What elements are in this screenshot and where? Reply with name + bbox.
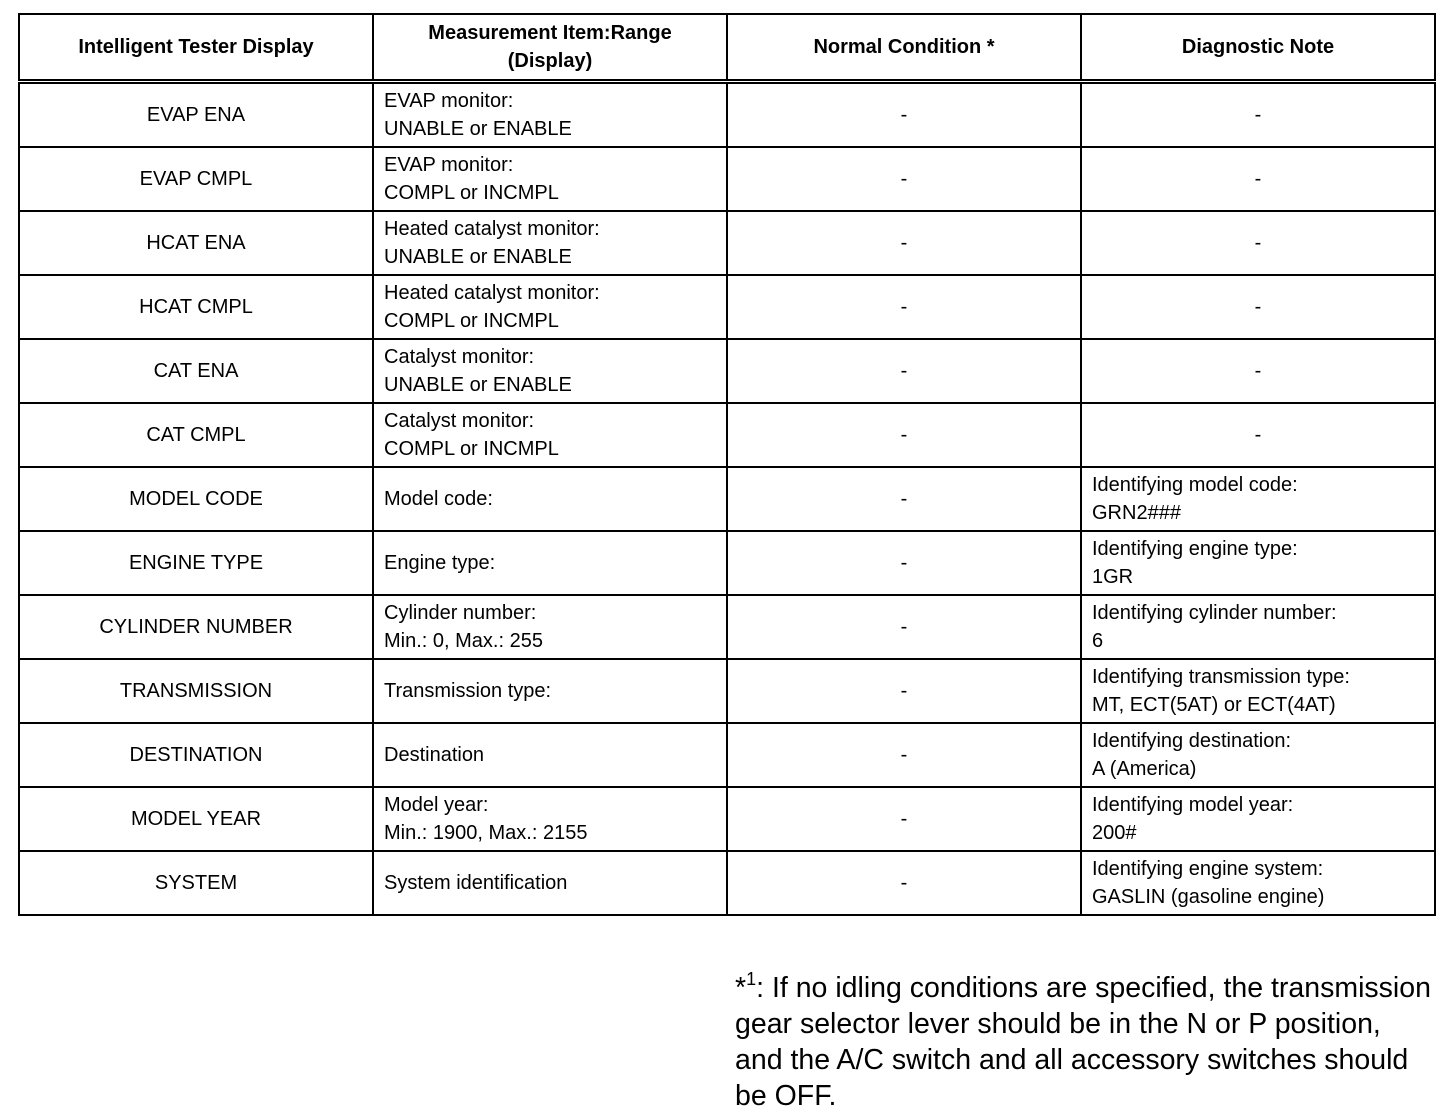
cell-normal-condition: - <box>727 147 1081 211</box>
cell-measurement-item <box>373 275 727 339</box>
cell-normal-condition: - <box>727 851 1081 915</box>
cell-normal-condition: - <box>727 659 1081 723</box>
diagnostic-note-line2: 200# <box>1092 822 1137 844</box>
footnote-superscript: 1 <box>746 969 757 989</box>
measurement-item-line1: Catalyst monitor: <box>384 346 535 368</box>
table-row <box>19 723 1435 787</box>
measurement-item-line2: COMPL or INCMPL <box>384 182 559 204</box>
measurement-item-line1: Catalyst monitor: <box>384 410 535 432</box>
cell-normal-condition: - <box>727 275 1081 339</box>
diagnostic-note-line1: Identifying model code: <box>1092 474 1298 496</box>
measurement-item-line1: Destination <box>384 744 485 766</box>
cell-diagnostic-note <box>1081 723 1435 787</box>
diagnostic-note-line1: Identifying engine type: <box>1092 538 1298 560</box>
cell-measurement-item <box>373 723 727 787</box>
header-measurement-item-line2: (Display) <box>507 50 593 72</box>
cell-tester-display: HCAT ENA <box>19 211 373 275</box>
cell-measurement-item <box>373 787 727 851</box>
cell-diagnostic-note <box>1081 467 1435 531</box>
diagnostic-note-line2: MT, ECT(5AT) or ECT(4AT) <box>1092 694 1336 716</box>
diagnostic-note-line1: - <box>1254 424 1262 446</box>
table-row <box>19 659 1435 723</box>
cell-diagnostic-note <box>1081 595 1435 659</box>
cell-diagnostic-note <box>1081 211 1435 275</box>
cell-measurement-item <box>373 147 727 211</box>
diagnostic-note-line1: Identifying engine system: <box>1092 858 1324 880</box>
header-measurement-item-line1: Measurement Item:Range <box>428 22 672 44</box>
measurement-item-line1: Heated catalyst monitor: <box>384 282 600 304</box>
table-row <box>19 275 1435 339</box>
measurement-item-line1: System identification <box>384 872 568 894</box>
diagnostic-note-line1: - <box>1254 168 1262 190</box>
table-row <box>19 82 1435 148</box>
diagnostic-note-line1: - <box>1254 104 1262 126</box>
cell-tester-display: MODEL YEAR <box>19 787 373 851</box>
cell-normal-condition: - <box>727 467 1081 531</box>
footnote <box>735 970 1435 1114</box>
cell-normal-condition: - <box>727 531 1081 595</box>
cell-normal-condition: - <box>727 339 1081 403</box>
table-header-row <box>19 14 1435 82</box>
cell-tester-display: MODEL CODE <box>19 467 373 531</box>
table-row <box>19 339 1435 403</box>
table-row <box>19 147 1435 211</box>
footnote-text: : If no idling conditions are specified, the transmission gear selector lever should be in the N or P position, and the A/C switch and all accessory switches should be OFF. <box>735 972 1431 1112</box>
diagnostic-note-line2: 1GR <box>1092 566 1134 588</box>
measurement-item-line1: Model code: <box>384 488 493 510</box>
diagnostic-note-line1: - <box>1254 232 1262 254</box>
cell-tester-display: ENGINE TYPE <box>19 531 373 595</box>
cell-diagnostic-note <box>1081 403 1435 467</box>
cell-measurement-item <box>373 211 727 275</box>
cell-tester-display: EVAP CMPL <box>19 147 373 211</box>
measurement-item-line1: Cylinder number: <box>384 602 537 624</box>
diagnostic-note-line2: A (America) <box>1092 758 1197 780</box>
cell-diagnostic-note <box>1081 275 1435 339</box>
measurement-item-line1: EVAP monitor: <box>384 90 514 112</box>
header-measurement-item <box>373 14 727 82</box>
cell-measurement-item <box>373 403 727 467</box>
measurement-item-line1: Engine type: <box>384 552 496 574</box>
cell-measurement-item <box>373 595 727 659</box>
cell-diagnostic-note <box>1081 531 1435 595</box>
header-tester-display: Intelligent Tester Display <box>19 14 373 82</box>
cell-normal-condition: - <box>727 82 1081 148</box>
cell-diagnostic-note <box>1081 82 1435 148</box>
cell-measurement-item <box>373 339 727 403</box>
cell-diagnostic-note <box>1081 787 1435 851</box>
cell-measurement-item <box>373 82 727 148</box>
table-row <box>19 467 1435 531</box>
measurement-item-line2: UNABLE or ENABLE <box>384 374 572 396</box>
cell-measurement-item <box>373 659 727 723</box>
cell-tester-display: DESTINATION <box>19 723 373 787</box>
footnote-marker: * <box>735 972 747 1004</box>
measurement-item-line1: Heated catalyst monitor: <box>384 218 600 240</box>
measurement-item-line2: Min.: 0, Max.: 255 <box>384 630 543 652</box>
cell-tester-display: SYSTEM <box>19 851 373 915</box>
table-row <box>19 595 1435 659</box>
cell-diagnostic-note <box>1081 147 1435 211</box>
cell-measurement-item <box>373 467 727 531</box>
cell-tester-display: CAT CMPL <box>19 403 373 467</box>
table-row <box>19 403 1435 467</box>
cell-tester-display: TRANSMISSION <box>19 659 373 723</box>
cell-diagnostic-note <box>1081 851 1435 915</box>
header-normal-condition: Normal Condition * <box>727 14 1081 82</box>
cell-measurement-item <box>373 531 727 595</box>
diagnostic-note-line1: - <box>1254 360 1262 382</box>
diagnostic-note-line2: GRN2### <box>1092 502 1181 524</box>
cell-normal-condition: - <box>727 595 1081 659</box>
cell-tester-display: HCAT CMPL <box>19 275 373 339</box>
diagnostic-note-line1: - <box>1254 296 1262 318</box>
header-diagnostic-note: Diagnostic Note <box>1081 14 1435 82</box>
diagnostic-note-line1: Identifying cylinder number: <box>1092 602 1337 624</box>
cell-normal-condition: - <box>727 403 1081 467</box>
cell-diagnostic-note <box>1081 659 1435 723</box>
measurement-item-line2: COMPL or INCMPL <box>384 438 559 460</box>
measurement-item-line2: Min.: 1900, Max.: 2155 <box>384 822 588 844</box>
cell-diagnostic-note <box>1081 339 1435 403</box>
measurement-item-line2: UNABLE or ENABLE <box>384 118 572 140</box>
measurement-item-line2: UNABLE or ENABLE <box>384 246 572 268</box>
cell-tester-display: CAT ENA <box>19 339 373 403</box>
diagnostic-note-line1: Identifying model year: <box>1092 794 1294 816</box>
table-row <box>19 851 1435 915</box>
cell-normal-condition: - <box>727 787 1081 851</box>
table-row <box>19 531 1435 595</box>
diagnostic-note-line1: Identifying destination: <box>1092 730 1292 752</box>
diagnostic-note-line2: 6 <box>1092 630 1104 652</box>
cell-normal-condition: - <box>727 211 1081 275</box>
measurement-item-line1: EVAP monitor: <box>384 154 514 176</box>
measurement-item-line1: Model year: <box>384 794 489 816</box>
table-row <box>19 211 1435 275</box>
cell-measurement-item <box>373 851 727 915</box>
diagnostic-note-line1: Identifying transmission type: <box>1092 666 1350 688</box>
table-row <box>19 787 1435 851</box>
measurement-item-line1: Transmission type: <box>384 680 552 702</box>
cell-tester-display: CYLINDER NUMBER <box>19 595 373 659</box>
cell-tester-display: EVAP ENA <box>19 82 373 148</box>
measurement-item-line2: COMPL or INCMPL <box>384 310 559 332</box>
diagnostic-note-line2: GASLIN (gasoline engine) <box>1092 886 1325 908</box>
cell-normal-condition: - <box>727 723 1081 787</box>
data-list-table <box>18 13 1436 916</box>
